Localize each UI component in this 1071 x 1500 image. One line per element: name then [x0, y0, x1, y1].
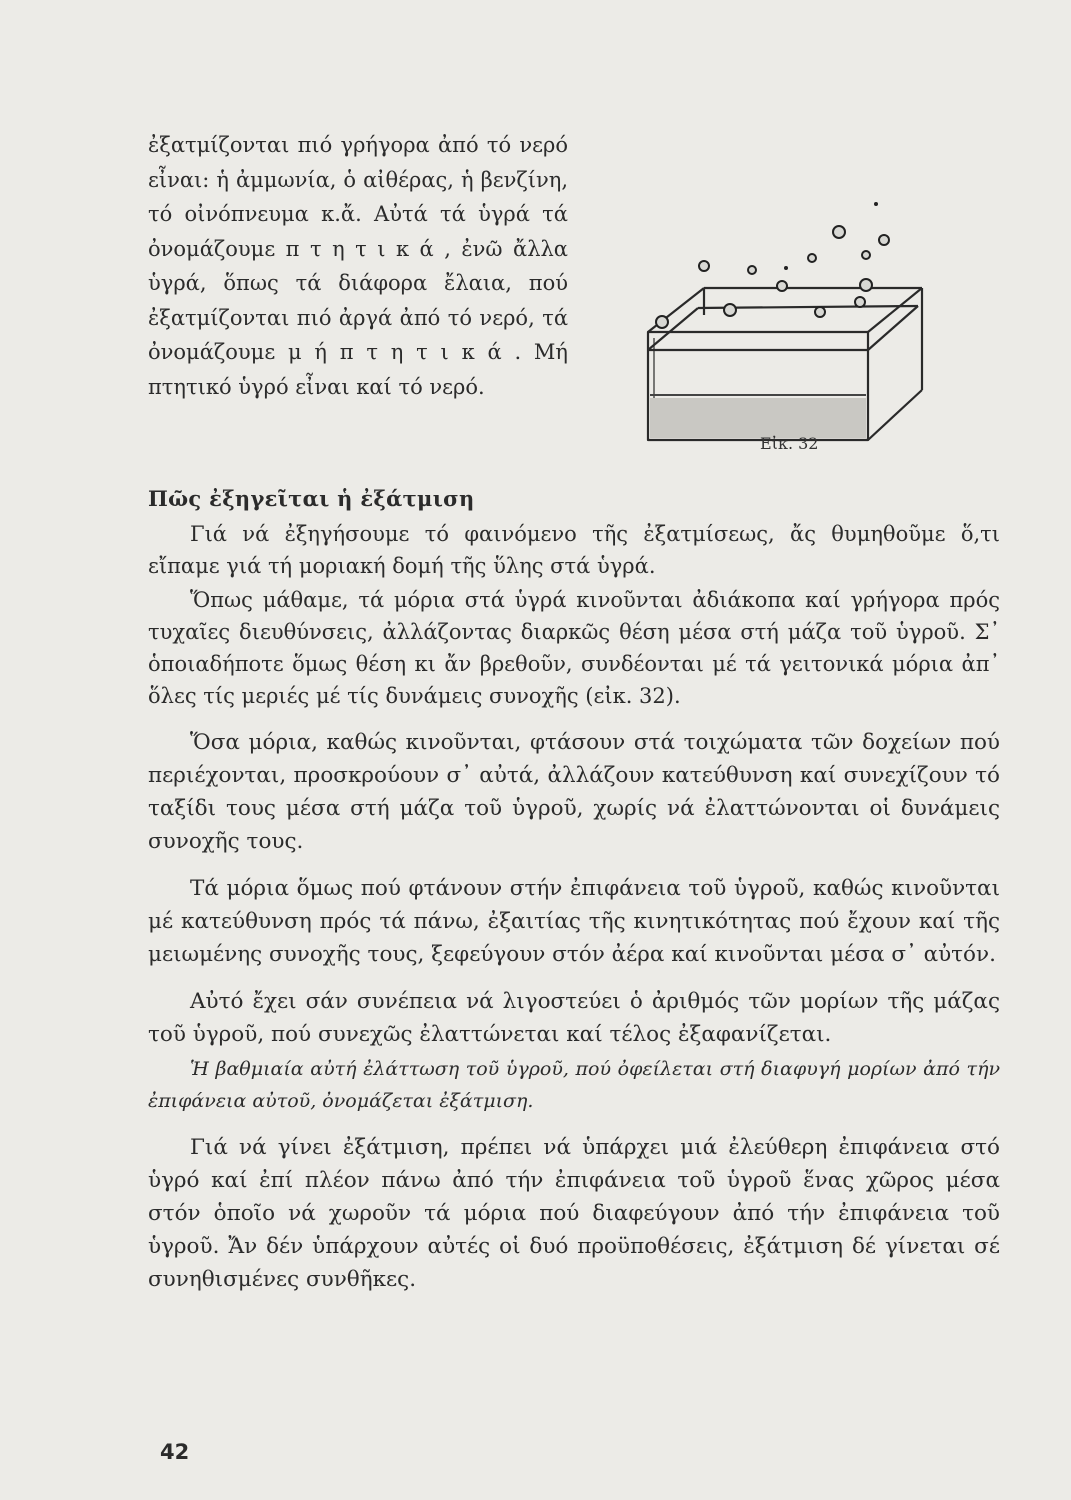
molecule [815, 307, 825, 317]
figure-caption: Εἰκ. 32 [760, 434, 819, 453]
liquid-body [650, 398, 866, 438]
page-number: 42 [160, 1440, 190, 1464]
molecule [808, 254, 816, 262]
molecule [879, 235, 889, 245]
paragraph-container-walls: Ὅσα μόρια, καθώς κινοῦνται, φτάσουν στά τοιχώματα τῶν δοχείων πού περιέχονται, προσκρούουν σ᾽ αὐτά, ἀλλάζουν κατεύθυνση καί συνεχίζουν τό ταξίδι τους μέσα στή μάζα τοῦ ὑγροῦ, χωρίς νά ἐλαττώνονται οἱ δυνάμεις συνοχῆς τους. [148, 730, 1000, 854]
molecule [784, 266, 788, 270]
figure-32 [634, 190, 934, 460]
liquid-surface-left [648, 308, 698, 350]
molecule [862, 251, 870, 259]
molecule [860, 279, 872, 291]
paragraph-conditions: Γιά νά γίνει ἐξάτμιση, πρέπει νά ὑπάρχει μιά ἐλεύθερη ἐπιφάνεια στό ὑγρό καί ἐπί πλέον πάνω ἀπό τήν ἐπιφάνεια τοῦ ὑγροῦ ἕνας χῶρος μέσα στόν ὁποῖο νά χωροῦν τά μόρια πού διαφεύγουν ἀπό τήν ἐπιφάνεια τοῦ ὑγροῦ. Ἄν δέν ὑπάρχουν αὐτές οἱ δυό προϋποθέσεις, ἐξάτμιση δέ γίνεται σέ συνηθισμένες συνθῆκες. [148, 1135, 1000, 1292]
molecule [833, 226, 845, 238]
container-bottom-right-edge [868, 390, 922, 440]
paragraph-consequence: Αὐτό ἔχει σάν συνέπεια νά λιγοστεύει ὁ ἀριθμός τῶν μορίων τῆς μάζας τοῦ ὑγροῦ, πού συνεχῶς ἐλαττώνεται καί τέλος ἐξαφανίζεται. [148, 989, 1000, 1047]
molecule [724, 304, 736, 316]
intro-text-column [148, 128, 568, 404]
molecule [777, 281, 787, 291]
molecule [699, 261, 709, 271]
molecule [855, 297, 865, 307]
paragraph-explanation: Γιά νά ἐξηγήσουμε τό φαινόμενο τῆς ἐξατμίσεως, ἄς θυμηθοῦμε ὅ,τι εἴπαμε γιά τή μοριακή δομή τῆς ὕλης στά ὑγρά. [148, 522, 1000, 578]
molecule [874, 202, 878, 206]
body-text [148, 518, 1000, 1310]
intro-paragraph: ἐξατμίζονται πιό γρήγορα ἀπό τό νερό εἶναι: ἡ ἀμμωνία, ὁ αἰθέρας, ἡ βενζίνη, τό οἰνόπνευμα κ.ἄ. Αὐτά τά ὑγρά τά ὀνομάζουμε π τ η τ ι κ ά , ἐνῶ ἄλλα ὑγρά, ὅπως τά διάφορα ἔλαια, πού ἐξατμίζονται πιό ἀργά ἀπό τό νερό, τά ὀνομάζουμε μ ή π τ η τ ι κ ά . Μή πτητικό ὑγρό εἶναι καί τό νερό. [148, 133, 568, 399]
molecule [656, 316, 668, 328]
evaporation-diagram-icon [634, 190, 934, 460]
paragraph-surface-escape: Τά μόρια ὅμως πού φτάνουν στήν ἐπιφάνεια τοῦ ὑγροῦ, καθώς κινοῦνται μέ κατεύθυνση πρός τά πάνω, ἐξαιτίας τῆς κινητικότητας πού ἔχουν καί τῆς μειωμένης συνοχῆς τους, ξεφεύγουν στόν ἀέρα καί κινοῦνται μέσα σ᾽ αὐτόν. [148, 876, 1000, 967]
molecule [748, 266, 756, 274]
paragraph-molecular-motion: Ὅπως μάθαμε, τά μόρια στά ὑγρά κινοῦνται ἀδιάκοπα καί γρήγορα πρός τυχαῖες διευθύνσεις, ἀλλάζοντας διαρκῶς θέση μέσα στή μάζα τοῦ ὑγροῦ. Σ᾽ ὁποιαδήποτε ὅμως θέση κι ἄν βρεθοῦν, συνδέονται μέ τά γειτονικά μόρια ἀπ᾽ ὅλες τίς μεριές μέ τίς δυνάμεις συνοχῆς (εἰκ. 32). [148, 588, 1000, 708]
paragraph-definition: Ἡ βαθμιαία αὐτή ἐλάττωση τοῦ ὑγροῦ, πού ὀφείλεται στή διαφυγή μορίων ἀπό τήν ἐπιφάνεια αὐτοῦ, ὀνομάζεται ἐξάτμιση. [148, 1058, 1000, 1112]
section-heading: Πῶς ἐξηγεῖται ἡ ἐξάτμιση [148, 486, 475, 511]
